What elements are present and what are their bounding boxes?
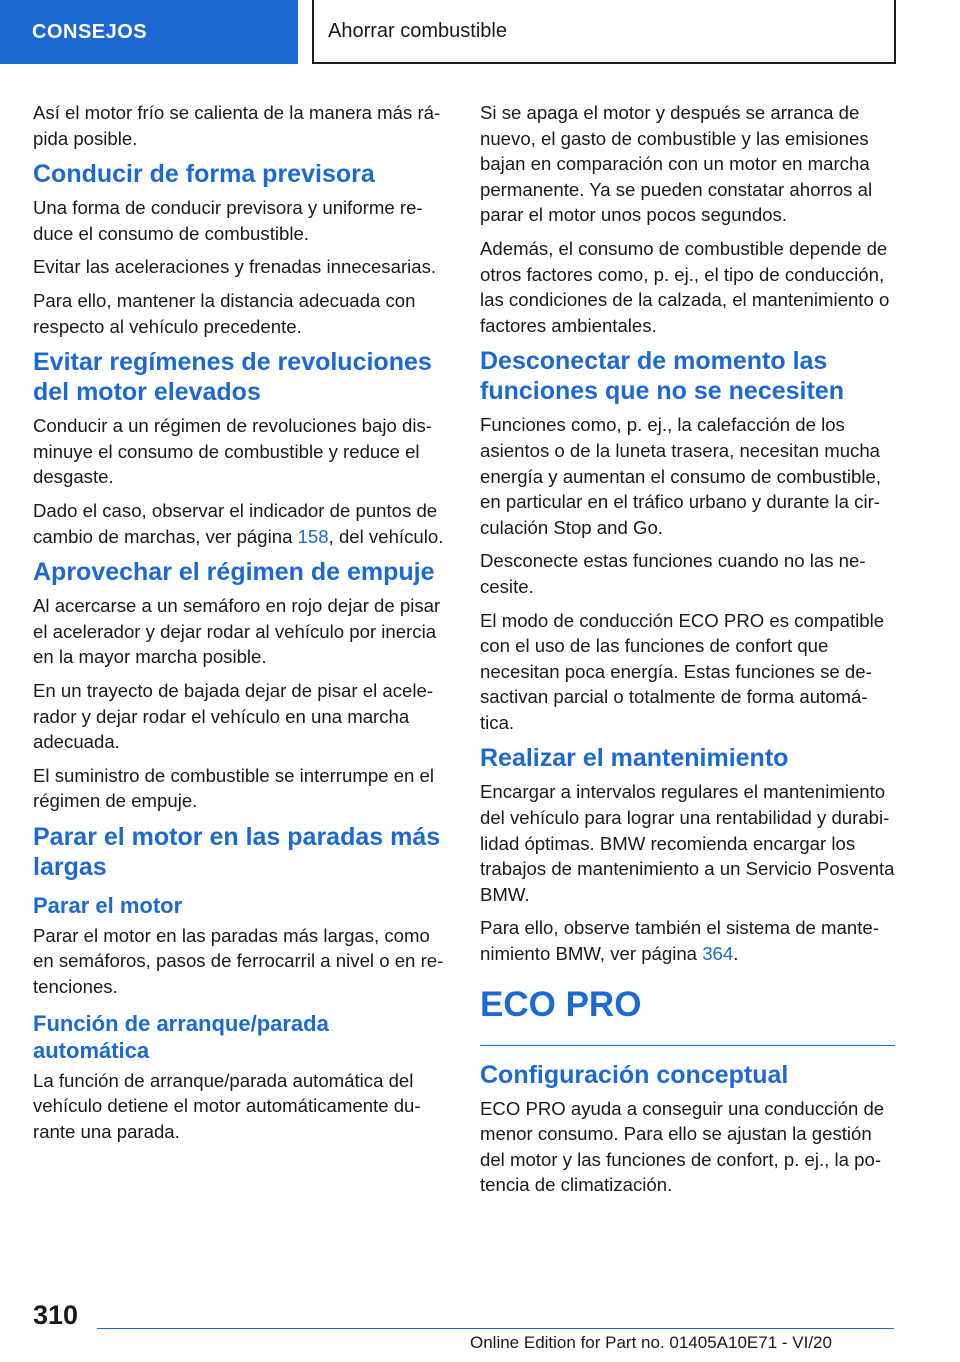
page-link-158[interactable]: 158 [297,525,329,547]
paragraph: ECO PRO ayuda a conseguir una conducción de menor consumo. Para ello se ajustan la gestión del motor y las funciones de confort, p. ej., la potencia de climatización. [480,1097,885,1196]
footer-edition: Online Edition for Part no. 01405A10E71 - VI/20 [470,1333,832,1352]
section-heading: Realizar el mantenimiento [480,744,789,773]
section-heading: Parar el motor en las paradas más largas [33,822,441,881]
paragraph-text: . [733,943,739,965]
right-column [480,100,895,1206]
paragraph: La función de arranque/parada automática del vehículo detiene el motor automáticamente durante una parada. [33,1069,421,1142]
section-label: CONSEJOS [32,20,148,43]
paragraph-text: , del vehículo. [328,525,444,547]
subsection-heading: Parar el motor [33,892,183,918]
paragraph: Parar el motor en las paradas más largas, como en semáforos, pasos de ferrocarril a nivel o en retenciones. [33,924,444,998]
intro-paragraph: Así el motor frío se calienta de la manera más rápida posible. [33,102,441,149]
paragraph: Una forma de conducir previsora y uniforme reduce el consumo de combustible. [33,197,423,244]
paragraph [480,915,895,966]
paragraph-text: Dado el caso, observar el indicador de puntos de cambio de marchas, ver página [33,499,438,547]
paragraph: Conducir a un régimen de revoluciones bajo disminuye el consumo de combustible y reduce el desgaste. [33,415,432,488]
section-heading: Evitar regímenes de revoluciones del motor elevados [33,348,432,407]
paragraph [33,498,448,549]
footer-divider [97,1328,894,1329]
left-column [33,100,448,1152]
section-tab [0,0,298,64]
paragraph: Desconecte estas funciones cuando no las necesite. [480,550,866,597]
chapter-title: ECO PRO [480,983,895,1046]
page-link-364[interactable]: 364 [702,943,734,965]
section-heading: Aprovechar el régimen de empuje [33,558,435,587]
section-heading: Configuración conceptual [480,1060,789,1089]
paragraph: Encargar a intervalos regulares el mantenimiento del vehículo para lograr una rentabilidad y durabilidad óptimas. BMW recomienda encargar los trabajos de mantenimiento a un Servicio Posventa BMW. [480,781,895,905]
paragraph: Para ello, mantener la distancia adecuada con respecto al vehículo precedente. [33,289,416,337]
paragraph: Al acercarse a un semáforo en rojo dejar de pisar el acelerador y dejar rodar al vehículo por inercia en la mayor marcha posible. [33,595,441,668]
subsection-heading: Función de arranque/parada automática [33,1010,329,1063]
page-header [312,0,896,64]
section-heading: Desconectar de momento las funciones que no se necesiten [480,347,844,406]
paragraph: El suministro de combustible se interrumpe en el régimen de empuje. [33,764,434,812]
page-title: Ahorrar combustible [328,19,507,42]
paragraph: Si se apaga el motor y después se arranca de nuevo, el gasto de combustible y las emisiones bajan en comparación con un motor en marcha permanente. Ya se pueden constatar ahorros al parar el motor unos pocos segundos. [480,102,873,226]
paragraph: Evitar las aceleraciones y frenadas innecesarias. [33,256,437,278]
page-number: 310 [33,1300,79,1330]
paragraph-text: Para ello, observe también el sistema de mantenimiento BMW, ver página [480,917,879,965]
paragraph: El modo de conducción ECO PRO es compatible con el uso de las funciones de confort que necesitan poca energía. Estas funciones se desactivan parcial o totalmente de forma automática. [480,609,885,733]
paragraph: En un trayecto de bajada dejar de pisar el acelerador y dejar rodar el vehículo en una marcha adecuada. [33,679,434,753]
paragraph: Además, el consumo de combustible depende de otros factores como, p. ej., el tipo de conducción, las condiciones de la calzada, el mantenimiento o factores ambientales. [480,237,890,336]
section-heading: Conducir de forma previsora [33,160,375,189]
paragraph: Funciones como, p. ej., la calefacción de los asientos o de la luneta trasera, necesitan mucha energía y aumentan el consumo de combustible, en particular en el tráfico urbano y durante la circulación Stop and Go. [480,414,882,538]
